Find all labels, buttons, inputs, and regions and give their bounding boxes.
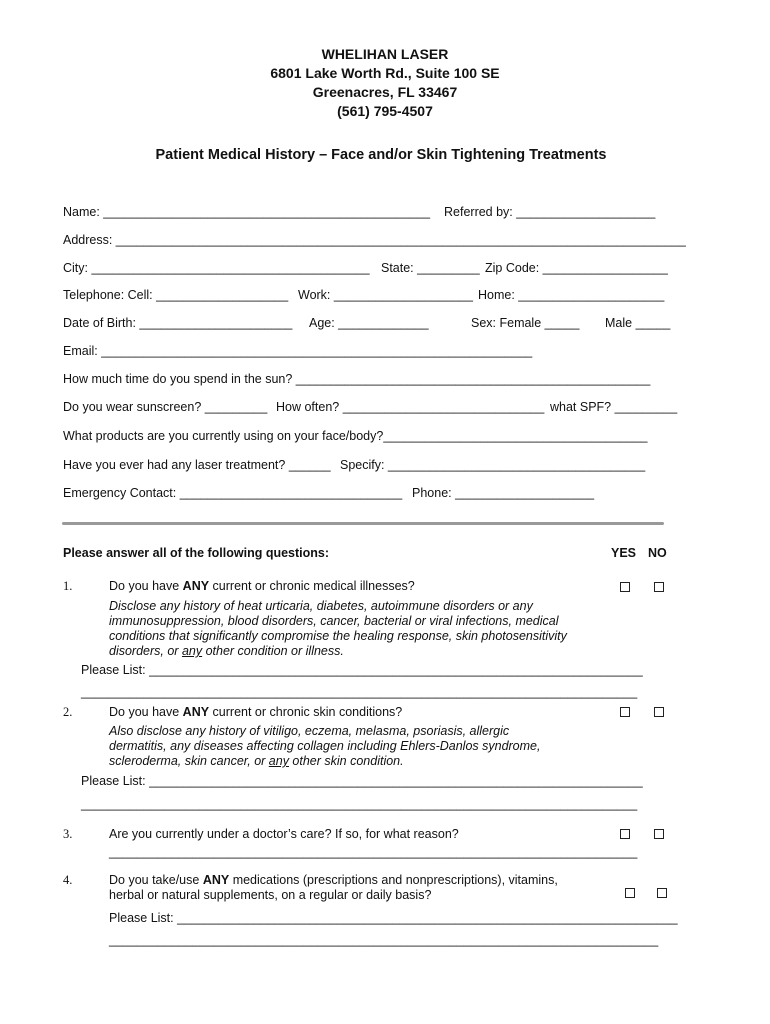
form-title: Patient Medical History – Face and/or Skin Tightening Treatments <box>155 147 607 163</box>
city-field[interactable]: City: ________________________________________ <box>63 261 370 275</box>
cell-phone-field[interactable]: Telephone: Cell: ___________________ <box>63 288 289 302</box>
question-2-no-checkbox[interactable] <box>654 707 664 717</box>
question-2-list-line[interactable]: ________________________________________________________________________________ <box>81 797 638 811</box>
work-phone-field[interactable]: Work: ____________________ <box>298 288 473 302</box>
question-1-list-field[interactable]: Please List: _______________________________________________________________________ <box>81 663 643 677</box>
spf-field[interactable]: what SPF? _________ <box>550 400 678 414</box>
sex-female-field[interactable]: Sex: Female _____ <box>471 316 580 330</box>
question-2-list-field[interactable]: Please List: _______________________________________________________________________ <box>81 774 643 788</box>
dob-field[interactable]: Date of Birth: ______________________ <box>63 316 293 330</box>
question-number: 1. <box>63 579 73 593</box>
question-1-no-checkbox[interactable] <box>654 582 664 592</box>
home-phone-field[interactable]: Home: _____________________ <box>478 288 665 302</box>
yes-column-header: YES <box>611 546 637 560</box>
question-number: 4. <box>63 873 73 887</box>
state-field[interactable]: State: _________ <box>381 261 480 275</box>
question-1-text: Do you have ANY current or chronic medical illnesses? <box>109 579 415 593</box>
question-2-yes-checkbox[interactable] <box>620 707 630 717</box>
question-2-text: Do you have ANY current or chronic skin conditions? <box>109 705 403 719</box>
laser-treatment-field[interactable]: Have you ever had any laser treatment? ______ <box>63 458 331 472</box>
question-1-detail: Disclose any history of heat urticaria, diabetes, autoimmune disorders or any immunosuppression, blood disorders, cancer, bacterial or viral infections, medical conditions that significantly compromise the healing response, skin photosensitivity disorders, or any other condition or illness. <box>109 599 567 658</box>
question-2-detail: Also disclose any history of vitiligo, eczema, melasma, psoriasis, allergic dermatitis, any diseases affecting collagen including Ehlers-Danlos syndrome, scleroderma, skin cancer, or any other skin condition. <box>109 724 541 768</box>
question-number: 3. <box>63 827 73 841</box>
clinic-phone: (561) 795-4507 <box>337 103 433 119</box>
products-field[interactable]: What products are you currently using on your face/body?______________________________________ <box>63 429 648 443</box>
question-3-yes-checkbox[interactable] <box>620 829 630 839</box>
question-4-text-line2: herbal or natural supplements, on a regular or daily basis? <box>109 888 432 902</box>
question-3-text: Are you currently under a doctor’s care? If so, for what reason? <box>109 827 459 841</box>
referred-by-field[interactable]: Referred by: ____________________ <box>444 205 656 219</box>
sun-time-field[interactable]: How much time do you spend in the sun? ___________________________________________________ <box>63 372 651 386</box>
question-4-no-checkbox[interactable] <box>657 888 667 898</box>
question-4-list-line[interactable]: _______________________________________________________________________________ <box>109 933 659 947</box>
age-field[interactable]: Age: _____________ <box>309 316 429 330</box>
question-number: 2. <box>63 705 73 719</box>
question-4-text: Do you take/use ANY medications (prescriptions and nonprescriptions), vitamins, <box>109 873 558 887</box>
clinic-name: WHELIHAN LASER <box>321 46 449 62</box>
question-1-yes-checkbox[interactable] <box>620 582 630 592</box>
laser-specify-field[interactable]: Specify: _____________________________________ <box>340 458 646 472</box>
question-4-yes-checkbox[interactable] <box>625 888 635 898</box>
question-4-list-field[interactable]: Please List: ________________________________________________________________________ <box>109 911 678 925</box>
section-divider <box>62 522 664 525</box>
sunscreen-frequency-field[interactable]: How often? _____________________________ <box>276 400 545 414</box>
question-3-no-checkbox[interactable] <box>654 829 664 839</box>
address-field[interactable]: Address: __________________________________________________________________________________ <box>63 233 686 247</box>
zip-field[interactable]: Zip Code: __________________ <box>485 261 668 275</box>
clinic-address-line1: 6801 Lake Worth Rd., Suite 100 SE <box>270 65 500 81</box>
sex-male-field[interactable]: Male _____ <box>605 316 671 330</box>
emergency-phone-field[interactable]: Phone: ____________________ <box>412 486 595 500</box>
question-3-answer-line[interactable]: ____________________________________________________________________________ <box>109 845 638 859</box>
sunscreen-field[interactable]: Do you wear sunscreen? _________ <box>63 400 268 414</box>
question-1-list-line[interactable]: ________________________________________________________________________________ <box>81 685 638 699</box>
clinic-address-line2: Greenacres, FL 33467 <box>312 84 458 100</box>
name-field[interactable]: Name: _______________________________________________ <box>63 205 431 219</box>
emergency-contact-field[interactable]: Emergency Contact: ________________________________ <box>63 486 403 500</box>
email-field[interactable]: Email: ______________________________________________________________ <box>63 344 533 358</box>
questions-instruction: Please answer all of the following questions: <box>63 546 330 560</box>
no-column-header: NO <box>648 546 667 560</box>
